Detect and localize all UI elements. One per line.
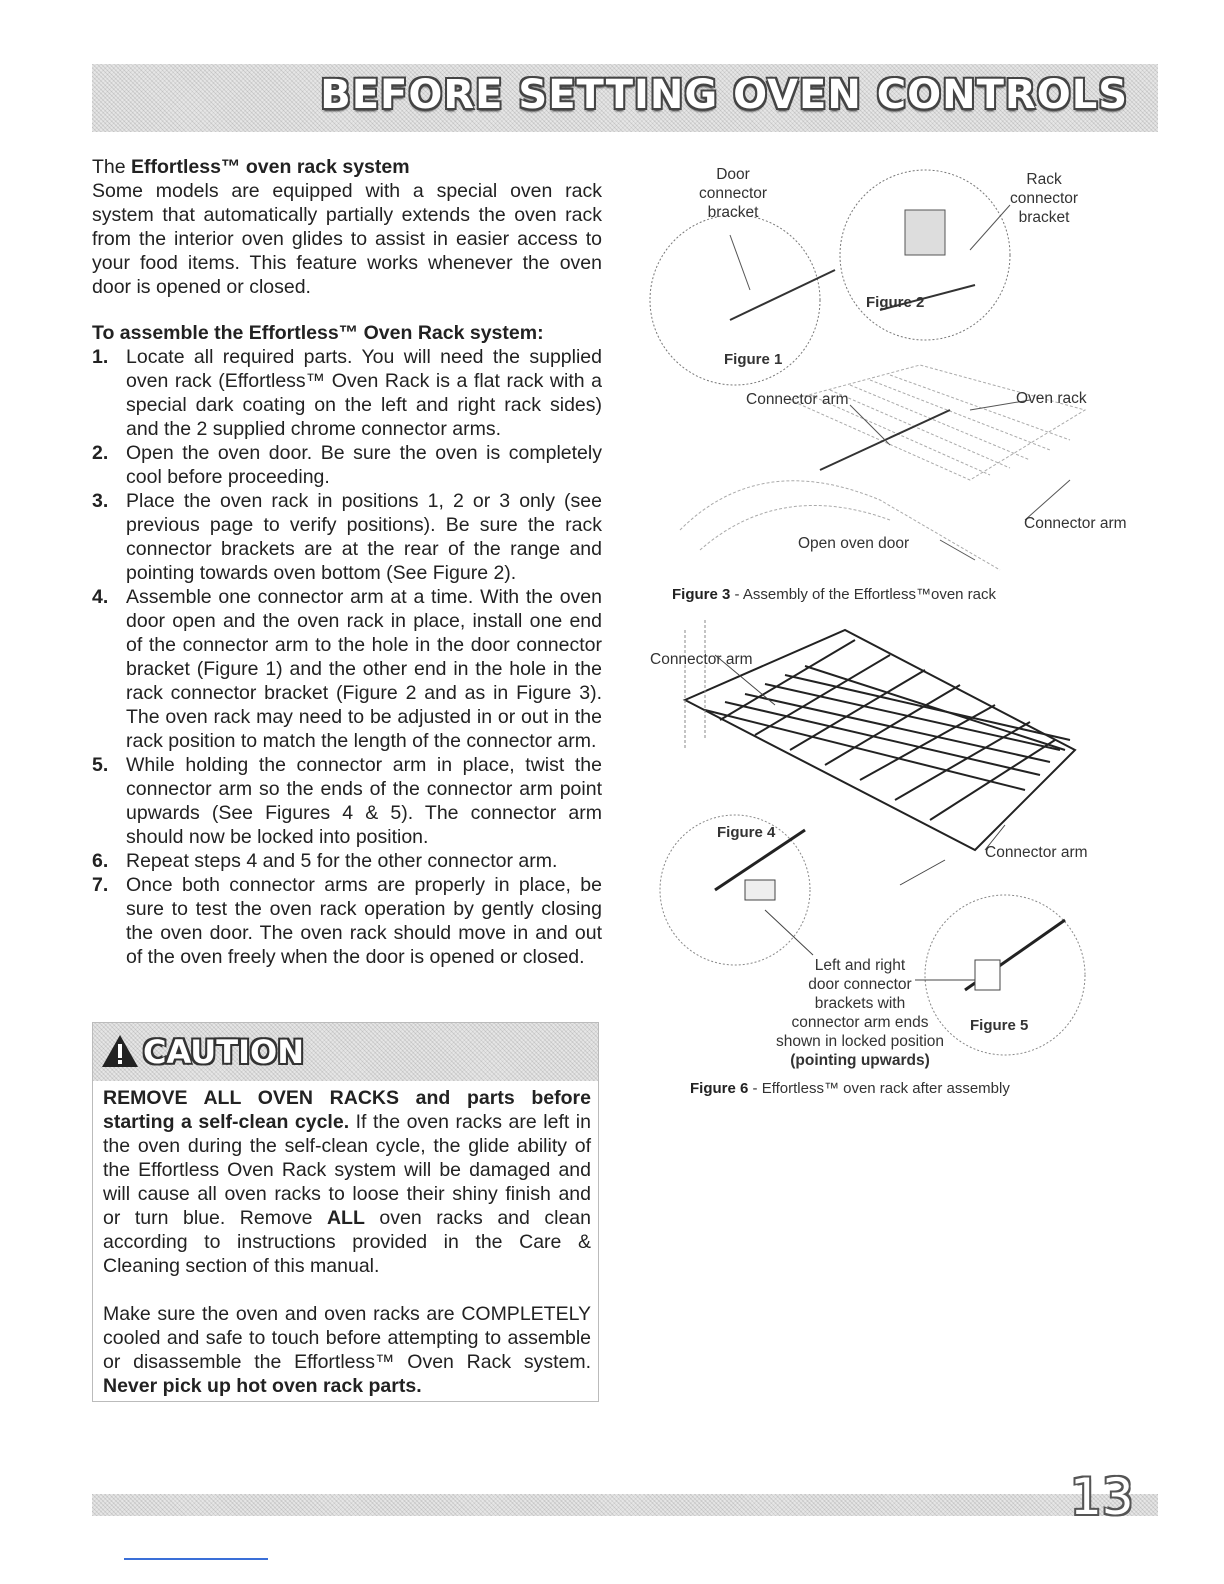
step-item (92, 849, 602, 873)
label-line: (pointing upwards) (790, 1052, 930, 1069)
label-line: connector arm ends (791, 1014, 929, 1031)
step-number: 7. (92, 874, 109, 896)
figure-5-label: Figure 5 (970, 1017, 1029, 1034)
step-number: 1. (92, 346, 109, 368)
label-line: brackets with (814, 995, 906, 1012)
caution-title: CAUTION (143, 1033, 304, 1071)
header-band (92, 64, 1158, 132)
figure-4-label: Figure 4 (717, 824, 776, 841)
step-text: Locate all required parts. You will need the supplied oven rack (Effortless™ Oven Rack is a flat rack with a special dark coating on the left and right rack sides) and the 2 supplied chrome connector arms. (126, 346, 602, 440)
open-oven-door-label: Open oven door (798, 535, 910, 552)
footer-band (92, 1494, 1158, 1516)
label-line: connector (699, 185, 768, 202)
caption-text: - Assembly of the Effortless™oven rack (730, 586, 997, 603)
caption-text: - Effortless™ oven rack after assembly (748, 1080, 1010, 1097)
step-number: 6. (92, 850, 109, 872)
step-item (92, 489, 602, 585)
connector-arm-label: Connector arm (985, 844, 1088, 861)
left-column (92, 155, 602, 969)
caution-text: If the oven racks are left in the oven during the self-clean cycle, the glide ability of the Effortless Oven Rack system will be damaged and will cause all oven racks to loose their shiny finish and or turn blue. Remove (103, 1111, 591, 1229)
step-text: Repeat steps 4 and 5 for the other connector arm. (126, 850, 558, 872)
intro-heading (92, 155, 602, 179)
caution-bold-text: REMOVE ALL OVEN RACKS and parts before starting a self-clean cycle. (103, 1087, 591, 1133)
figure-6-caption (690, 1080, 1010, 1097)
figure-3-caption (672, 586, 996, 603)
caution-bold-text: ALL (326, 1207, 365, 1229)
page-title: BEFORE SETTING OVEN CONTROLS (320, 72, 1128, 118)
caption-bold: Figure 3 (672, 586, 731, 603)
step-text: Place the oven rack in positions 1, 2 or 3 only (see previous page to verify positions). Be sure the rack connector brackets are at the rear of the range and pointing towards oven bottom (See Figure 2). (126, 490, 602, 584)
assemble-heading: To assemble the Effortless™ Oven Rack system: (92, 322, 544, 344)
step-item (92, 873, 602, 969)
connector-arm-label: Connector arm (1024, 515, 1127, 532)
label-line: Door (716, 166, 750, 183)
step-item (92, 441, 602, 489)
step-item (92, 753, 602, 849)
spacer (92, 299, 602, 321)
caution-text: oven racks and clean according to instructions provided in the Care & Cleaning section of this manual. (103, 1207, 591, 1277)
step-number: 4. (92, 586, 109, 608)
step-text: Once both connector arms are properly in place, be sure to test the oven rack operation by gently closing the oven door. The oven rack should move in and out of the oven freely when the door is opened or closed. (126, 874, 602, 968)
door-connector-bracket-label (699, 165, 767, 222)
intro-heading-prefix: The (92, 156, 132, 178)
caution-box (92, 1022, 599, 1402)
caution-body (103, 1086, 591, 1422)
label-line: shown in locked position (775, 1033, 945, 1050)
figure-2-label: Figure 2 (866, 294, 925, 311)
step-number: 5. (92, 754, 109, 776)
step-text: While holding the connector arm in place, twist the connector arm so the ends of the connector arm point upwards (See Figures 4 & 5). The connector arm should now be locked into position. (126, 754, 602, 848)
caution-paragraph-2 (103, 1302, 591, 1398)
caution-bold-text: Never pick up hot oven rack parts. (103, 1375, 422, 1397)
caution-header (93, 1023, 598, 1081)
label-line: connector (1010, 190, 1079, 207)
label-line: Rack (1026, 171, 1062, 188)
label-line: bracket (1018, 209, 1070, 226)
page-number: 13 (1070, 1468, 1134, 1526)
label-line: bracket (707, 204, 759, 221)
label-line: Left and right (814, 957, 906, 974)
step-text: Assemble one connector arm at a time. With the oven door open and the oven rack in place, install one end of the connector arm to the hole in the door connector bracket (Figure 1) and the other end in the hole in the rack connector bracket (Figure 2 and as in Figure 3). The oven rack may need to be adjusted in or out in the rack position to match the length of the connector arm. (126, 586, 602, 752)
step-number: 3. (92, 490, 109, 512)
figure-1-label: Figure 1 (724, 351, 783, 368)
step-item (92, 345, 602, 441)
connector-arm-label: Connector arm (746, 391, 849, 408)
intro-body: Some models are equipped with a special oven rack system that automatically partially extends the oven rack from the interior oven glides to assist in easier access to your food items. This feature works whenever the oven door is opened or closed. (92, 180, 602, 298)
divider (124, 1558, 268, 1560)
oven-rack-label: Oven rack (1016, 390, 1087, 407)
step-text: Open the oven door. Be sure the oven is completely cool before proceeding. (126, 442, 602, 488)
assemble-steps (92, 345, 602, 969)
caution-text: Make sure the oven and oven racks are COMPLETELY cooled and safe to touch before attempting to assemble or disassemble the Effortless™ Oven Rack system. (103, 1303, 591, 1373)
caption-bold: Figure 6 (690, 1080, 749, 1097)
intro-heading-bold: Effortless™ oven rack system (131, 156, 410, 178)
step-number: 2. (92, 442, 109, 464)
caution-paragraph-1 (103, 1086, 591, 1278)
label-line: door connector (808, 976, 912, 993)
warning-icon (101, 1033, 139, 1069)
connector-arm-label: Connector arm (650, 651, 753, 668)
door-connector-brackets-label (760, 956, 960, 1070)
rack-connector-bracket-label (1010, 170, 1078, 227)
step-item (92, 585, 602, 753)
